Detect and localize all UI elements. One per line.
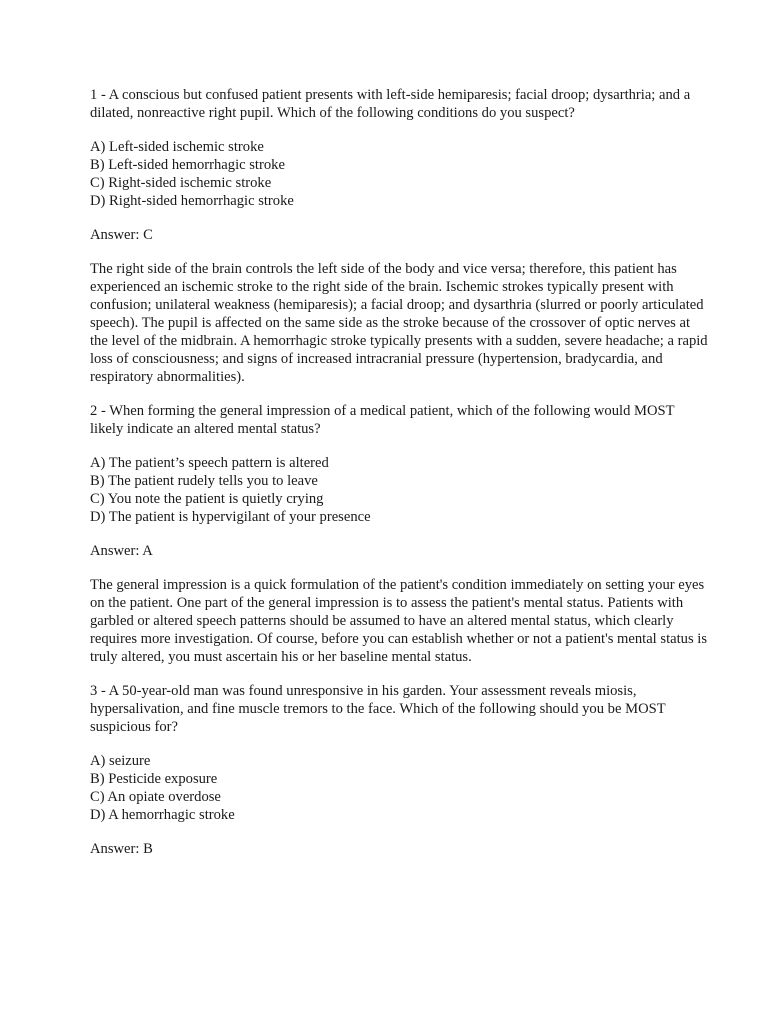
answer-line: Answer: A: [90, 543, 153, 559]
question-stem: 1 - A conscious but confused patient presents with left-side hemiparesis; facial droop; dysarthria; and a dilated, nonreactive right pupil. Which of the following conditions do you suspect?: [90, 87, 691, 121]
answer-line: Answer: B: [90, 841, 153, 857]
option-d: D) A hemorrhagic stroke: [90, 807, 235, 823]
option-b: B) Pesticide exposure: [90, 771, 218, 787]
question-2: [90, 402, 708, 666]
option-d: D) The patient is hypervigilant of your presence: [90, 509, 371, 525]
question-stem: 3 - A 50-year-old man was found unresponsive in his garden. Your assessment reveals miosis, hypersalivation, and fine muscle tremors to the face. Which of the following should you be MOST suspicious for?: [90, 683, 666, 735]
option-a: A) The patient’s speech pattern is altered: [90, 455, 329, 471]
question-stem: 2 - When forming the general impression of a medical patient, which of the following would MOST likely indicate an altered mental status?: [90, 403, 675, 437]
question-1: [90, 86, 708, 386]
answer-options: [90, 454, 708, 526]
option-a: A) Left-sided ischemic stroke: [90, 139, 264, 155]
option-b: B) The patient rudely tells you to leave: [90, 473, 318, 489]
option-c: C) An opiate overdose: [90, 789, 221, 805]
explanation: The general impression is a quick formulation of the patient's condition immediately on setting your eyes on the patient. One part of the general impression is to assess the patient's mental status. Patients with garbled or altered speech patterns should be assumed to have an altered mental status, which clearly requires more investigation. Of course, before you can establish whether or not a patient's mental status is truly altered, you must ascertain his or her baseline mental status.: [90, 577, 708, 665]
option-c: C) You note the patient is quietly crying: [90, 491, 324, 507]
answer-options: [90, 138, 708, 210]
answer-options: [90, 752, 708, 824]
option-b: B) Left-sided hemorrhagic stroke: [90, 157, 285, 173]
answer-line: Answer: C: [90, 227, 153, 243]
question-3: [90, 682, 708, 858]
option-c: C) Right-sided ischemic stroke: [90, 175, 272, 191]
document-page: [90, 86, 708, 874]
option-a: A) seizure: [90, 753, 151, 769]
option-d: D) Right-sided hemorrhagic stroke: [90, 193, 294, 209]
explanation: The right side of the brain controls the left side of the body and vice versa; therefore, this patient has experienced an ischemic stroke to the right side of the brain. Ischemic strokes typically present with confusion; unilateral weakness (hemiparesis); a facial droop; and dysarthria (slurred or poorly articulated speech). The pupil is affected on the same side as the stroke because of the crossover of optic nerves at the level of the midbrain. A hemorrhagic stroke typically presents with a sudden, severe headache; a rapid loss of consciousness; and signs of increased intracranial pressure (hypertension, bradycardia, and respiratory abnormalities).: [90, 261, 708, 385]
